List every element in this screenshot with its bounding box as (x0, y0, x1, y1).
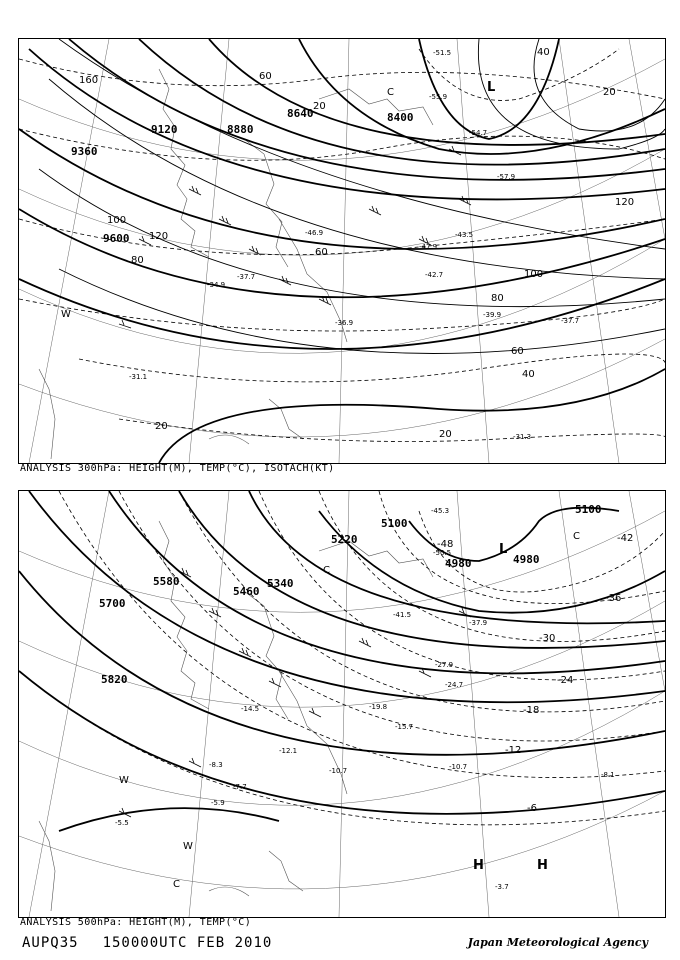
height-label: 8640 (287, 107, 314, 120)
temp-label: -34.9 (207, 281, 226, 289)
low-marker: L (499, 542, 508, 557)
cold-marker: C (173, 879, 180, 890)
height-label: 5820 (101, 673, 128, 686)
temp-label: -5.5 (115, 819, 129, 827)
temp-label: -7.7 (233, 783, 247, 791)
isotach-label: 160 (79, 75, 99, 86)
temp-label: -46.9 (305, 229, 324, 237)
temp-label: -39.9 (483, 311, 502, 319)
height-label: 9600 (103, 232, 130, 245)
temp-label: -12.1 (279, 747, 298, 755)
height-labels-500 (99, 503, 602, 686)
temp-label: -54.7 (469, 129, 488, 137)
graticule-parallels (19, 59, 665, 437)
wind-barbs-500 (119, 568, 471, 817)
high-marker: H (537, 858, 548, 873)
temp-label: -45.3 (431, 507, 450, 515)
temp-label: -57.9 (497, 173, 516, 181)
temp-label: -47.9 (419, 243, 438, 251)
cold-marker: C (573, 531, 580, 542)
chart-code: AUPQ35 (22, 935, 79, 951)
chart-identifier (22, 935, 296, 951)
isotach-label: 100 (524, 269, 544, 280)
graticule-meridians (29, 491, 665, 917)
temp-label: -15.7 (395, 723, 414, 731)
isotach-label: 100 (107, 215, 127, 226)
temp-label: -8.3 (209, 761, 223, 769)
wind-barbs-300 (119, 146, 474, 328)
map-500-svg (19, 491, 665, 917)
map-300-svg (19, 39, 665, 463)
isotherm-label: -18 (523, 705, 540, 716)
agency-credit: Japan Meteorological Agency (467, 936, 648, 949)
isotach-labels-300 (79, 47, 634, 440)
isotach-label: 120 (615, 197, 635, 208)
isotherm-label: -36 (605, 593, 622, 604)
temp-label: -3.7 (495, 883, 509, 891)
caption-300hpa: ANALYSIS 300hPa: HEIGHT(M), TEMP(°C), ISOTACH(KT) (20, 463, 335, 474)
isotach-label: 120 (149, 231, 169, 242)
temp-label: -50.5 (433, 549, 452, 557)
graticule-meridians (29, 39, 665, 463)
analysis-300hpa-map (18, 38, 666, 464)
temp-label: -10.7 (449, 763, 468, 771)
warm-marker: W (119, 775, 129, 786)
isotach-label: 80 (491, 293, 504, 304)
high-marker: H (473, 858, 484, 873)
temp-label: -8.1 (601, 771, 615, 779)
temp-label: -42.7 (425, 271, 444, 279)
isotach-label: 40 (522, 369, 535, 380)
temp-label: -27.9 (435, 661, 454, 669)
isotach-label: 40 (537, 47, 550, 58)
height-label: 8880 (227, 123, 254, 136)
temp-label: -43.5 (455, 231, 474, 239)
temp-label: -37.7 (237, 273, 256, 281)
temp-label: -14.5 (241, 705, 260, 713)
height-label: 4980 (445, 557, 472, 570)
warm-marker: W (61, 309, 71, 320)
height-label: 5340 (267, 577, 294, 590)
height-label: 5460 (233, 585, 260, 598)
height-label: 5580 (153, 575, 180, 588)
height-label: 5100 (381, 517, 408, 530)
isotach-label: 20 (155, 421, 168, 432)
height-label: 9360 (71, 145, 98, 158)
isotach-label: 20 (603, 87, 616, 98)
temp-label: -10.7 (329, 767, 348, 775)
low-marker: L (487, 80, 496, 95)
isotach-label: 60 (259, 71, 272, 82)
temp-label: -36.9 (335, 319, 354, 327)
caption-500hpa: ANALYSIS 500hPa: HEIGHT(M), TEMP(°C) (20, 917, 252, 928)
isotach-label: 60 (315, 247, 328, 258)
isotherm-label: -48 (437, 539, 454, 550)
temp-label: -31.3 (513, 433, 532, 441)
isotherm-label: -30 (539, 633, 556, 644)
height-label: 5220 (331, 533, 358, 546)
warm-marker: W (183, 841, 193, 852)
cold-marker: C (323, 565, 330, 576)
analysis-500hpa-map (18, 490, 666, 918)
isotherm-label: -12 (505, 745, 522, 756)
height-label: 4980 (513, 553, 540, 566)
isotach-label: 20 (439, 429, 452, 440)
temp-label: -37.7 (561, 317, 580, 325)
cold-marker: C (387, 87, 394, 98)
isotach-label: 60 (511, 346, 524, 357)
temp-label: -51.5 (433, 49, 452, 57)
isotach-label: 20 (313, 101, 326, 112)
coastlines (39, 521, 433, 911)
chart-time: 150000UTC FEB 2010 (102, 935, 273, 951)
temp-label: -41.5 (393, 611, 412, 619)
temp-label: -37.9 (469, 619, 488, 627)
temp-label: -55.9 (429, 93, 448, 101)
height-label: 5700 (99, 597, 126, 610)
temp-label: -19.8 (369, 703, 388, 711)
height-label: 8400 (387, 111, 414, 124)
isotach-label: 80 (131, 255, 144, 266)
temp-label: -31.1 (129, 373, 148, 381)
isotherm-label: -42 (617, 533, 634, 544)
temp-label: -24.7 (445, 681, 464, 689)
height-label: 9120 (151, 123, 178, 136)
isotherm-label: -24 (557, 675, 574, 686)
temp-label: -5.9 (211, 799, 225, 807)
isotherm-label: -6 (527, 803, 537, 814)
height-label: 5100 (575, 503, 602, 516)
